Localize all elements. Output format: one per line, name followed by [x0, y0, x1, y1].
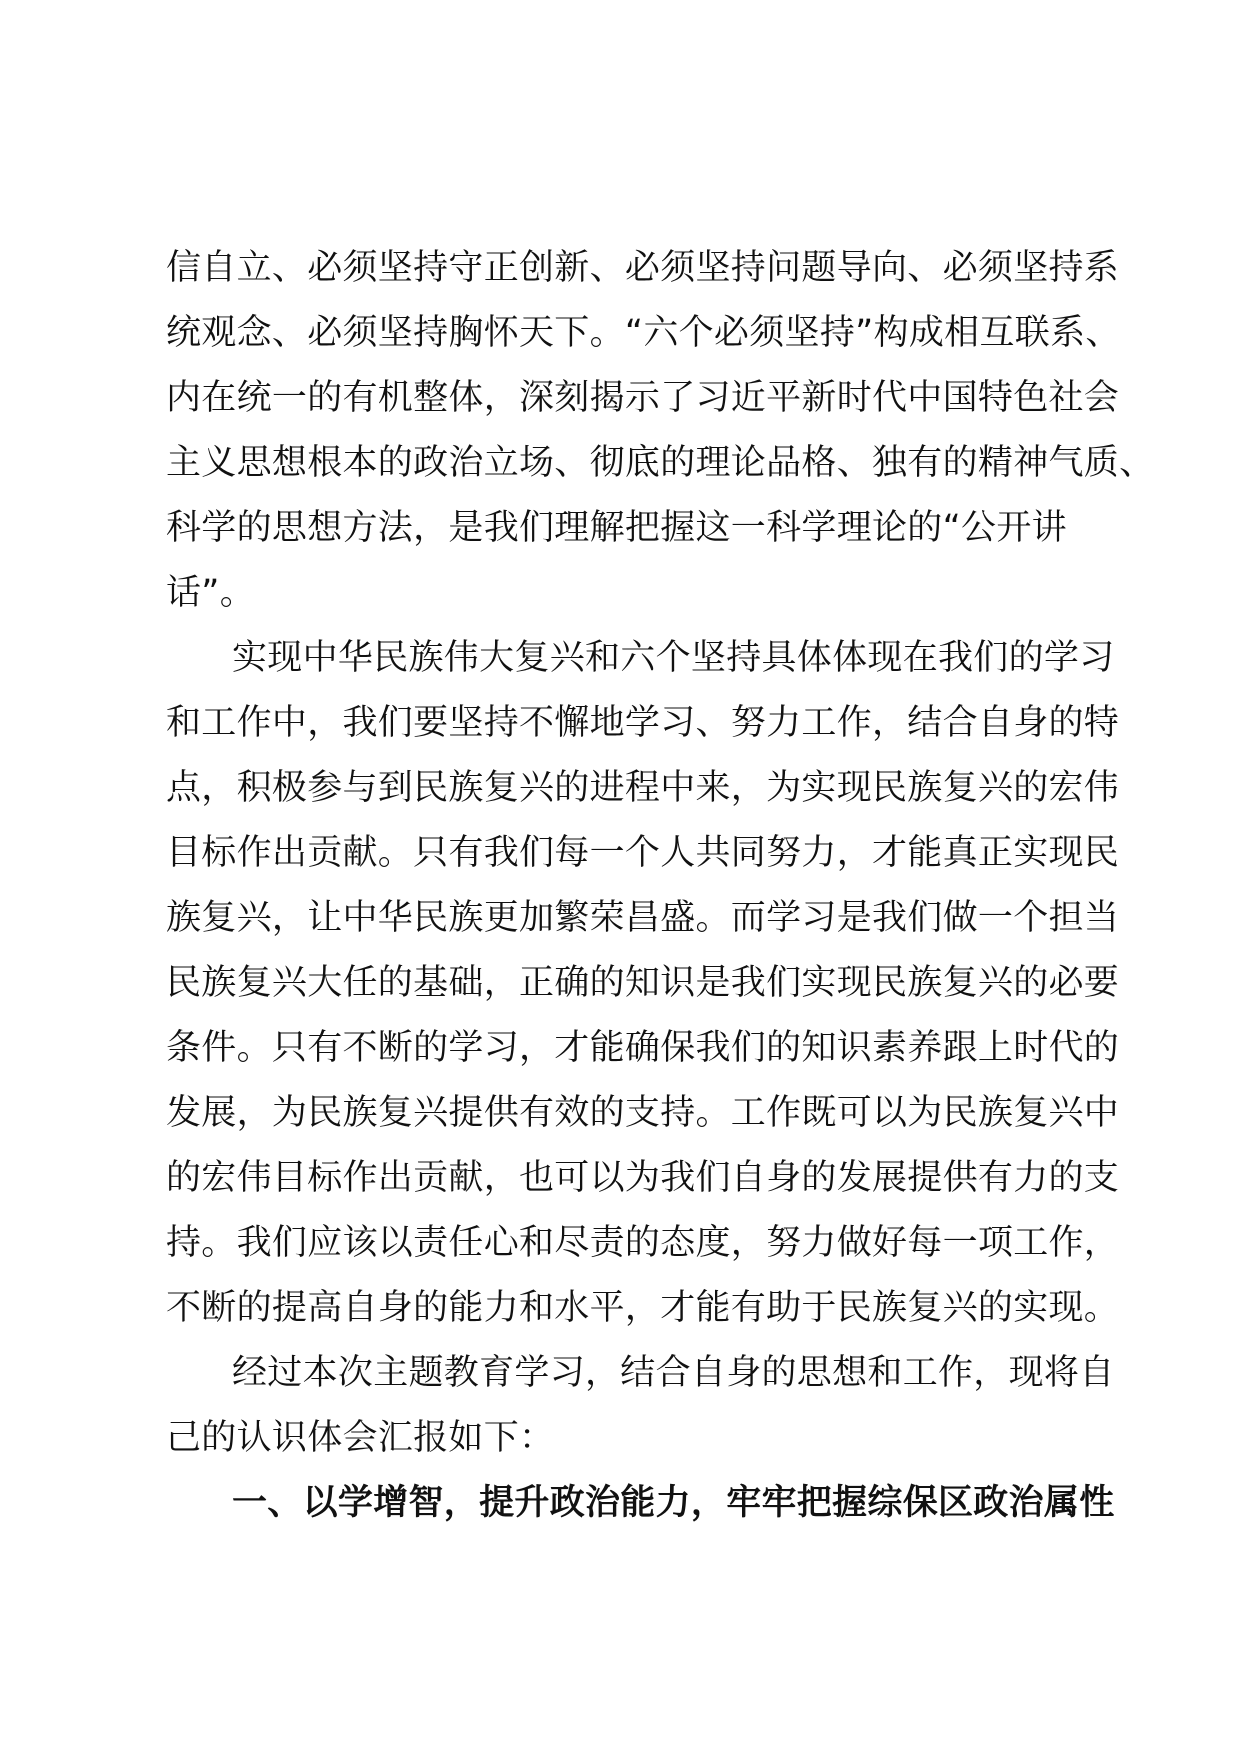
document-body: [166, 236, 1155, 1536]
text-line: 内在统一的有机整体，深刻揭示了习近平新时代中国特色社会: [166, 378, 1120, 418]
text-line: 己的认识体会汇报如下：: [166, 1418, 555, 1458]
section-heading-text: 一、以学增智，提升政治能力，牢牢把握综保区政治属性: [232, 1483, 1115, 1523]
text-line: 发展，为民族复兴提供有效的支持。工作既可以为民族复兴中: [166, 1093, 1120, 1133]
paragraph-continued: [166, 236, 1155, 626]
text-line: 实现中华民族伟大复兴和六个坚持具体体现在我们的学习: [232, 638, 1115, 678]
text-line: 的宏伟目标作出贡献，也可以为我们自身的发展提供有力的支: [166, 1158, 1120, 1198]
text-line: 民族复兴大任的基础，正确的知识是我们实现民族复兴的必要: [166, 963, 1120, 1003]
text-line: 条件。只有不断的学习，才能确保我们的知识素养跟上时代的: [166, 1028, 1120, 1068]
text-line: 目标作出贡献。只有我们每一个人共同努力，才能真正实现民: [166, 833, 1120, 873]
text-line: 话”。: [166, 573, 256, 613]
text-line: 主义思想根本的政治立场、彻底的理论品格、独有的精神气质、: [166, 443, 1155, 483]
text-line: 统观念、必须坚持胸怀天下。“六个必须坚持”构成相互联系、: [166, 313, 1121, 353]
text-line: 科学的思想方法，是我们理解把握这一科学理论的“公开讲: [166, 508, 1067, 548]
paragraph-report-intro: [166, 1341, 1115, 1471]
section-heading: [166, 1471, 1115, 1536]
paragraph-rejuvenation: [166, 626, 1120, 1341]
text-line: 不断的提高自身的能力和水平，才能有助于民族复兴的实现。: [166, 1288, 1120, 1328]
text-line: 信自立、必须坚持守正创新、必须坚持问题导向、必须坚持系: [166, 248, 1120, 288]
text-line: 族复兴，让中华民族更加繁荣昌盛。而学习是我们做一个担当: [166, 898, 1120, 938]
text-line: 点，积极参与到民族复兴的进程中来，为实现民族复兴的宏伟: [166, 768, 1120, 808]
text-line: 和工作中，我们要坚持不懈地学习、努力工作，结合自身的特: [166, 703, 1120, 743]
text-line: 持。我们应该以责任心和尽责的态度，努力做好每一项工作，: [166, 1223, 1120, 1263]
text-line: 经过本次主题教育学习，结合自身的思想和工作，现将自: [232, 1353, 1115, 1393]
